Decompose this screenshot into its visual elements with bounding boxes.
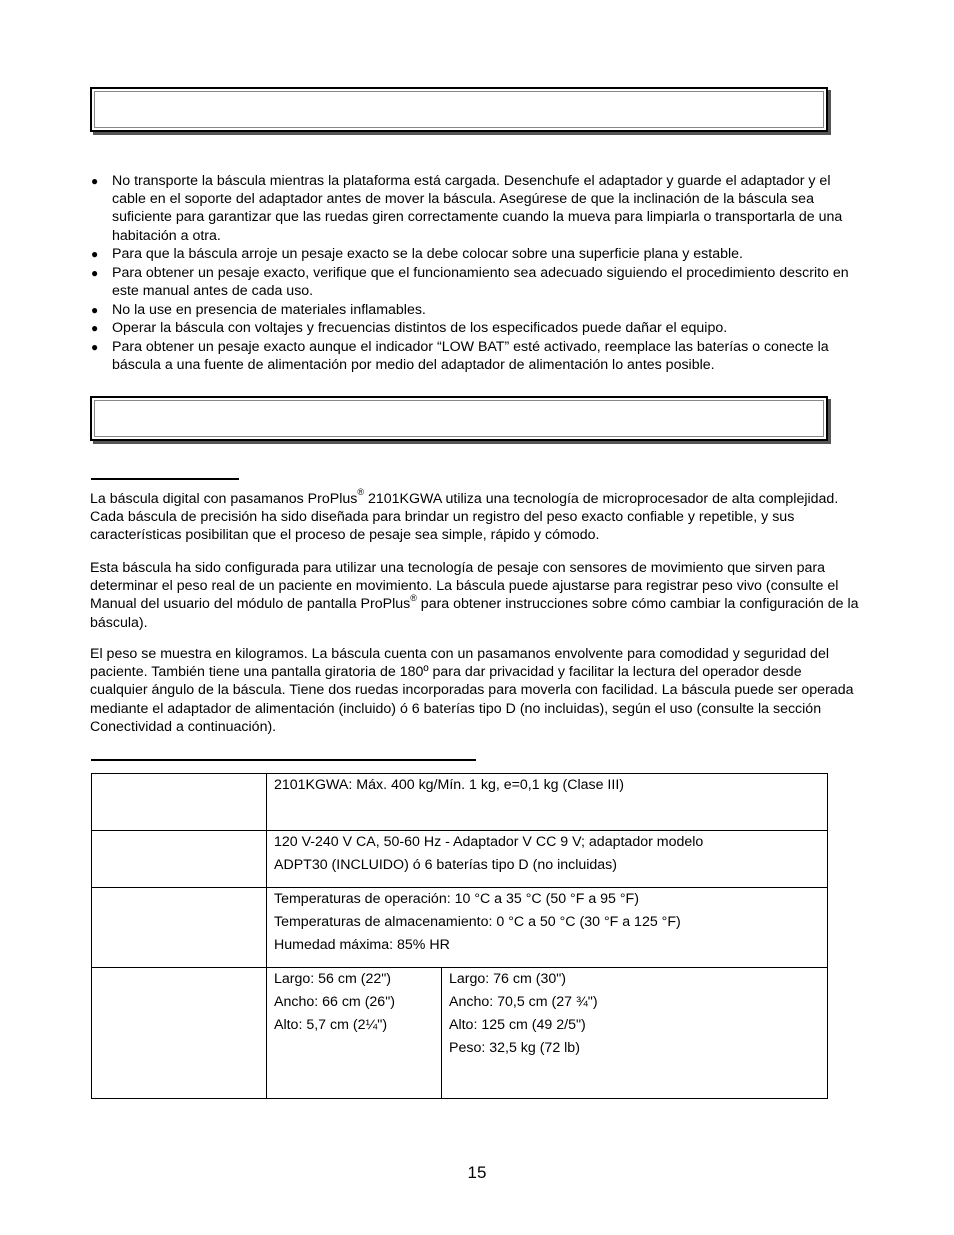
subheading-underline [91,478,239,480]
section-header-box-precautions [90,87,828,132]
spec-label-cell [92,968,267,1099]
specifications-underline [91,759,476,761]
list-item: ● Para que la báscula arroje un pesaje exacto se la debe colocar sobre una superficie plana y estable. [91,246,743,263]
table-row [92,831,828,888]
specifications-table [91,773,828,1099]
section-header-box-description [90,396,828,441]
description-paragraph-2: Esta báscula ha sido configurada para utilizar una tecnología de pesaje con sensores de movimiento que sirven para determinar el peso real de un paciente en movimiento. La báscula puede ajustarse para registrar peso vivo (consulte el Manual del usuario del módulo de pantalla ProPlus® para obtener instrucciones sobre cómo cambiar la configuración de la báscula). [90,560,859,631]
page-number: 15 [467,1163,487,1182]
spec-capacity: 2101KGWA: Máx. 400 kg/Mín. 1 kg, e=0,1 kg (Clase III) [267,774,828,831]
spec-dimensions-platform: Largo: 56 cm (22") Ancho: 66 cm (26") Alto: 5,7 cm (2¼") [267,968,442,1099]
bullet-icon: ● [91,174,99,188]
bullet-icon: ● [91,265,99,280]
bullet-icon: ● [91,321,99,336]
spec-dimensions-overall: Largo: 76 cm (30") Ancho: 70,5 cm (27 ¾") Alto: 125 cm (49 2/5") Peso: 32,5 kg (72 lb) [442,968,828,1099]
list-item: ● Para obtener un pesaje exacto, verifique que el funcionamiento sea adecuado siguiendo el procedimiento descrito en este manual antes de cada uso. [91,264,849,299]
bullet-icon: ● [91,339,99,354]
bullet-icon: ● [91,302,99,317]
precautions-list [90,172,860,375]
description-paragraph-3: El peso se muestra en kilogramos. La báscula cuenta con un pasamanos envolvente para comodidad y seguridad del paciente. También tiene una pantalla giratoria de 180º para dar privacidad y facilitar la lectura del operador desde cualquier ángulo de la báscula. Tiene dos ruedas incorporadas para moverla con facilidad. La báscula puede ser operada mediante el adaptador de alimentación (incluido) ó 6 baterías tipo D (no incluidas), según el uso (consulte la sección Conectividad a continuación). [90,646,854,735]
description-paragraph-1: La báscula digital con pasamanos ProPlus® 2101KGWA utiliza una tecnología de microprocesador de alta complejidad. Cada báscula de precisión ha sido diseñada para brindar un registro del peso exacto confiable y repetible, y sus características posibilitan que el proceso de pesaje sea simple, rápido y cómodo. [90,487,839,544]
table-row [92,968,828,1099]
spec-label-cell [92,831,267,888]
list-item: ● Operar la báscula con voltajes y frecuencias distintos de los especificados puede dañar el equipo. [91,320,728,337]
spec-environment: Temperaturas de operación: 10 °C a 35 °C (50 °F a 95 °F) Temperaturas de almacenamiento: 0 °C a 50 °C (30 °F a 125 °F) Humedad máxima: 85% HR [267,888,828,968]
table-row [92,888,828,968]
bullet-icon: ● [91,247,99,262]
spec-label-cell [92,774,267,831]
list-item: ● No la use en presencia de materiales inflamables. [91,301,426,318]
table-row [92,774,828,831]
list-item: ● No transporte la báscula mientras la plataforma está cargada. Desenchufe el adaptador y guarde el adaptador y el cable en el soporte del adaptador antes de mover la báscula. Asegúrese de que la inclinación de la báscula sea suficiente para garantizar que las ruedas giren correctamente cuando la mueva para limpiarla o transportarla de una habitación a otra. [91,173,843,244]
spec-label-cell [92,888,267,968]
list-item: ● Para obtener un pesaje exacto aunque el indicador “LOW BAT” esté activado, reemplace las baterías o conecte la báscula a una fuente de alimentación por medio del adaptador de alimentación lo antes posible. [91,338,829,373]
spec-power: 120 V-240 V CA, 50-60 Hz - Adaptador V CC 9 V; adaptador modelo ADPT30 (INCLUIDO) ó 6 baterías tipo D (no incluidas) [267,831,828,888]
